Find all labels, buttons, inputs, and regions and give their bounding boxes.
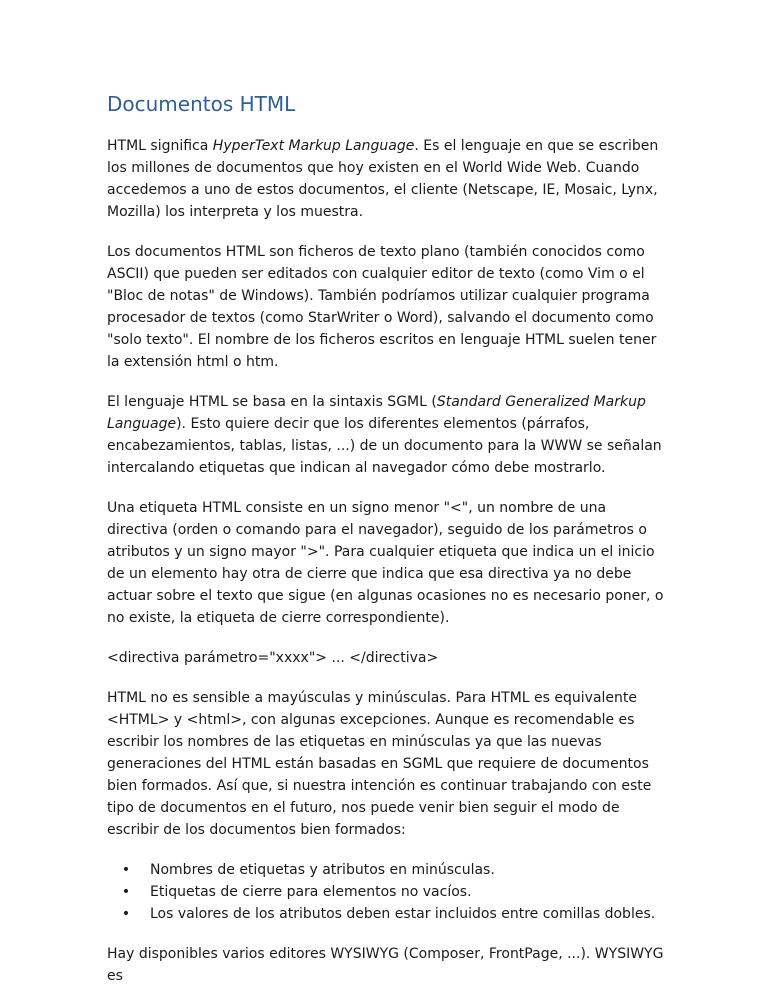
- list-item-text: Nombres de etiquetas y atributos en minúsculas.: [150, 862, 495, 878]
- document-body: [107, 90, 667, 1005]
- paragraph-plain-text-files: Los documentos HTML son ficheros de texto plano (también conocidos como ASCII) que pueden ser editados con cualquier editor de texto (como Vim o el "Bloc de notas" de Windows). También podríamos utilizar cualquier programa procesador de textos (como StarWriter o Word), salvando el documento como "solo texto". El nombre de los ficheros escritos en lenguaje HTML suelen tener la extensión html o htm.: [107, 244, 657, 370]
- well-formed-rules-list: [107, 859, 667, 925]
- paragraph-html-tag: Una etiqueta HTML consiste en un signo menor "<", un nombre de una directiva (orden o comando para el navegador), seguido de los parámetros o atributos y un signo mayor ">". Para cualquier etiqueta que indica un el inicio de un elemento hay otra de cierre que indica que esa directiva ya no debe actuar sobre el texto que sigue (en algunas ocasiones no es necesario poner, o no existe, la etiqueta de cierre correspondiente).: [107, 500, 664, 626]
- emphasized-term: Standard Generalized Markup Language: [107, 394, 646, 432]
- paragraph-text: HTML significa: [107, 138, 213, 154]
- list-item: [121, 881, 667, 903]
- emphasized-term: HyperText Markup Language: [212, 138, 415, 154]
- bullet-icon: •: [121, 862, 131, 878]
- list-item-text: Etiquetas de cierre para elementos no vacíos.: [150, 884, 472, 900]
- bullet-icon: •: [121, 884, 131, 900]
- paragraph-text: El lenguaje HTML se basa en la sintaxis SGML (: [107, 394, 437, 410]
- list-item: [121, 859, 667, 881]
- paragraph-wysiwyg-editors: Hay disponibles varios editores WYSIWYG (Composer, FrontPage, ...). WYSIWYG es: [107, 946, 664, 984]
- paragraph-html-definition: [107, 135, 667, 223]
- paragraph-text: . Es el lenguaje en que se escriben los millones de documentos que hoy existen en el World Wide Web. Cuando accedemos a uno de estos documentos, el cliente (Netscape, IE, Mosaic, Lynx, Mozilla) los interpreta y los muestra.: [107, 138, 659, 220]
- list-item: [121, 903, 667, 925]
- code-example: <directiva parámetro="xxxx"> ... </directiva>: [107, 650, 439, 666]
- document-title: Documentos HTML: [107, 92, 296, 116]
- paragraph-case-sensitivity: HTML no es sensible a mayúsculas y minúsculas. Para HTML es equivalente <HTML> y <html>, con algunas excepciones. Aunque es recomendable es escribir los nombres de las etiquetas en minúsculas ya que las nuevas generaciones del HTML están basadas en SGML que requiere de documentos bien formados. Así que, si nuestra intención es continuar trabajando con este tipo de documentos en el futuro, nos puede venir bien seguir el modo de escribir de los documentos bien formados:: [107, 690, 652, 838]
- bullet-icon: •: [121, 906, 131, 922]
- paragraph-sgml-syntax: [107, 391, 667, 479]
- paragraph-text: ). Esto quiere decir que los diferentes elementos (párrafos, encabezamientos, tablas, listas, ...) de un documento para la WWW se señalan intercalando etiquetas que indican al navegador cómo debe mostrarlo.: [107, 416, 662, 476]
- list-item-text: Los valores de los atributos deben estar incluidos entre comillas dobles.: [150, 906, 656, 922]
